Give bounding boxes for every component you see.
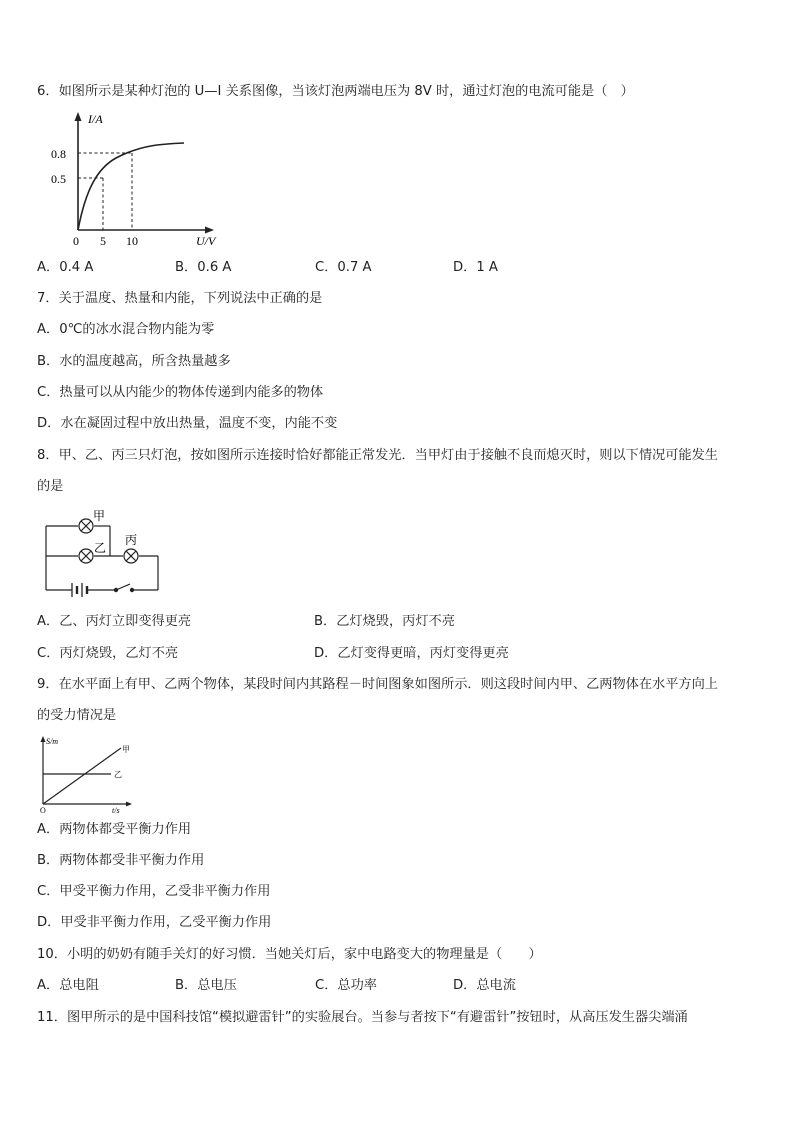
q7-stem: 7．关于温度、热量和内能，下列说法中正确的是	[37, 291, 323, 306]
q8-lamp-bing-label: 丙	[125, 533, 138, 547]
q8-stem-line1: 8．甲、乙、丙三只灯泡，按如图所示连接时恰好都能正常发光．当甲灯由于接触不良而熄灭时，则以下情况可能发生	[37, 448, 718, 463]
q8-option-c[interactable]: C．丙灯烧毁，乙灯不亮	[37, 646, 179, 661]
q9-option-d[interactable]: D．甲受非平衡力作用，乙受平衡力作用	[37, 915, 272, 930]
q9-st-graph	[36, 734, 136, 814]
q9-line-jia-label: 甲	[122, 745, 130, 754]
q6-xlabel: U/V	[196, 234, 216, 248]
q8-lamp-jia-label: 甲	[93, 509, 106, 523]
q7-option-a[interactable]: A．0℃的冰水混合物内能为零	[37, 322, 215, 337]
q9-line-yi-label: 乙	[114, 770, 122, 779]
q6-ylabel: I/A	[88, 112, 103, 126]
q10-option-d[interactable]: D．总电流	[453, 978, 516, 993]
q9-origin: O	[40, 806, 46, 814]
q7-option-c[interactable]: C．热量可以从内能少的物体传递到内能多的物体	[37, 385, 324, 400]
q8-option-b[interactable]: B．乙灯烧毁，丙灯不亮	[314, 614, 455, 629]
q8-option-d[interactable]: D．乙灯变得更暗，丙灯变得更亮	[314, 646, 509, 661]
q6-iu-graph	[46, 108, 236, 250]
q10-option-b[interactable]: B．总电压	[175, 978, 237, 993]
q6-xtick-10: 10	[126, 234, 138, 248]
q9-stem-line1: 9．在水平面上有甲、乙两个物体，某段时间内其路程－时间图象如图所示．则这段时间内甲、乙两物体在水平方向上	[37, 677, 718, 692]
q8-stem-line2: 的是	[37, 479, 64, 494]
q6-option-a[interactable]: A．0.4 A	[37, 260, 94, 275]
q8-lamp-yi-label: 乙	[94, 541, 107, 555]
q8-option-a[interactable]: A．乙、丙灯立即变得更亮	[37, 614, 192, 629]
q6-ytick-0.8: 0.8	[51, 147, 66, 161]
q10-option-c[interactable]: C．总功率	[315, 978, 377, 993]
q6-origin: 0	[73, 234, 79, 248]
q7-option-d[interactable]: D．水在凝固过程中放出热量，温度不变，内能不变	[37, 416, 338, 431]
q9-option-b[interactable]: B．两物体都受非平衡力作用	[37, 853, 205, 868]
q6-option-b[interactable]: B．0.6 A	[175, 260, 232, 275]
q10-stem: 10．小明的奶奶有随手关灯的好习惯．当她关灯后，家中电路变大的物理量是（ ）	[37, 947, 542, 962]
q9-ylabel: S/m	[46, 737, 58, 746]
q9-option-a[interactable]: A．两物体都受平衡力作用	[37, 822, 192, 837]
q9-stem-line2: 的受力情况是	[37, 708, 117, 723]
q6-ytick-0.5: 0.5	[51, 172, 66, 186]
q6-option-d[interactable]: D．1 A	[453, 260, 498, 275]
q11-stem: 11．图甲所示的是中国科技馆“模拟避雷针”的实验展台。当参与者按下“有避雷针”按钮时，从高压发生器尖端涌	[37, 1010, 688, 1025]
q9-option-c[interactable]: C．甲受平衡力作用，乙受非平衡力作用	[37, 884, 271, 899]
q10-option-a[interactable]: A．总电阻	[37, 978, 99, 993]
q6-stem: 6．如图所示是某种灯泡的 U—I 关系图像，当该灯泡两端电压为 8V 时，通过灯泡的电流可能是（ ）	[37, 84, 634, 99]
q7-option-b[interactable]: B．水的温度越高，所含热量越多	[37, 354, 231, 369]
q6-xtick-5: 5	[100, 234, 106, 248]
q8-circuit-diagram	[40, 506, 165, 600]
q6-option-c[interactable]: C．0.7 A	[315, 260, 372, 275]
q9-xlabel: t/s	[112, 806, 120, 814]
